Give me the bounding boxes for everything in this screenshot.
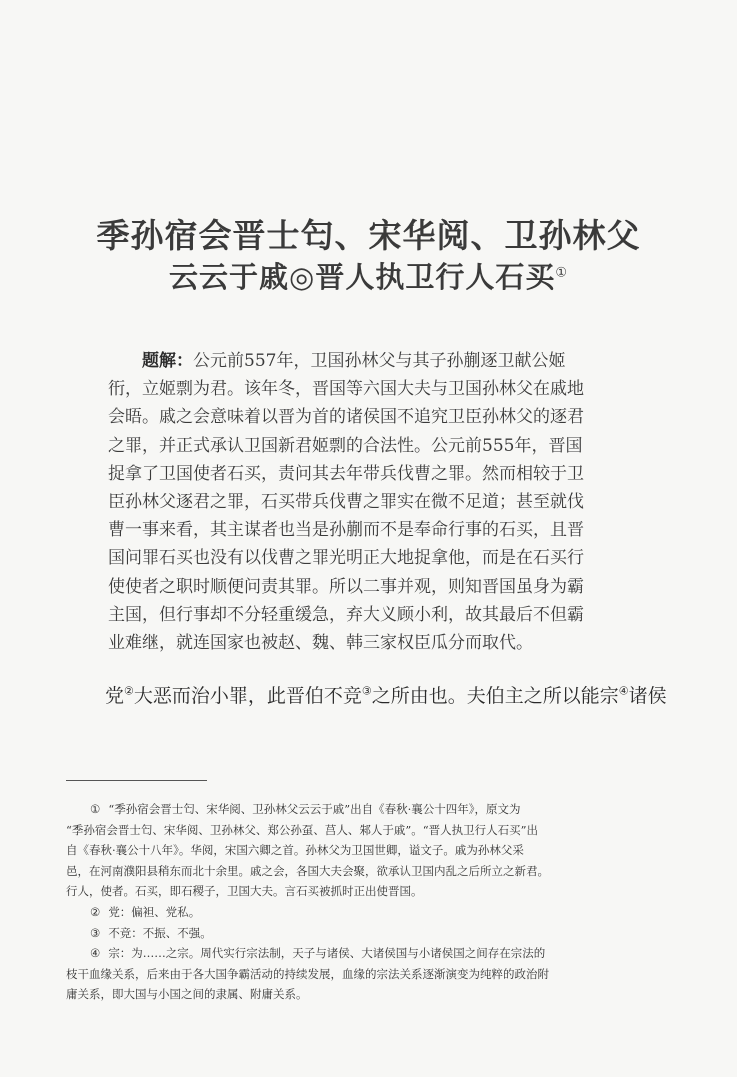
chapter-title-line-1: 季孙宿会晋士匄、宋华阅、卫孙林父 <box>96 216 641 255</box>
footnote-3-mark: ③ <box>90 925 101 940</box>
footnote-1-line: “季孙宿会晋士匄、宋华阅、卫孙林父、郑公孙虿、莒人、邾人于戚”。“晋人执卫行人石买”出 <box>66 822 539 837</box>
footnote-1-line: 行人，使者。石买，即石稷子，卫国大夫。言石买被抓时正出使晋国。 <box>66 884 423 899</box>
intro-line: 会晤。戚之会意味着以晋为首的诸侯国不追究卫臣孙林父的逐君 <box>108 407 584 428</box>
intro-label: 题解： <box>142 351 193 371</box>
intro-line: 捉拿了卫国使者石买，责问其去年带兵伐曹之罪。然而相较于卫 <box>108 463 584 484</box>
footnote-4 <box>66 943 674 964</box>
main-text-line <box>105 681 665 708</box>
title-footnote-ref-1[interactable]: ① <box>555 265 568 281</box>
intro-line: 曹一事来看，其主谋者也当是孙蒯而不是奉命行事的石买，且晋 <box>108 520 584 541</box>
footnote-1-line: 自《春秋·襄公十八年》。华阅，宋国六卿之首。孙林父为卫国世卿，谥文子。戚为孙林父采 <box>66 843 524 858</box>
footnote-3-text: 不竞：不振、不强。 <box>108 925 212 940</box>
footnote-2 <box>66 902 674 923</box>
footnote-2-text: 党：偏袒、党私。 <box>108 904 201 919</box>
footnote-divider <box>66 780 207 781</box>
footnote-1-line: 邑，在河南濮阳县稍东而北十余里。戚之会，各国大夫会聚，欲承认卫国内乱之后所立之新君。 <box>66 863 549 878</box>
chapter-title-line-2 <box>60 255 677 296</box>
main-text-segment: 诸侯 <box>628 685 667 707</box>
intro-paragraph <box>108 347 630 657</box>
footnote-4-mark: ④ <box>90 946 101 961</box>
footnote-4-line: 宗：为……之宗。周代实行宗法制，天子与诸侯、大诸侯国与小诸侯国之间存在宗法的 <box>108 946 546 961</box>
chapter-title-line-2-text: 云云于戚◎晋人执卫行人石买 <box>169 260 556 294</box>
footnote-ref-2[interactable]: ② <box>124 684 134 698</box>
footnote-ref-3[interactable]: ③ <box>361 684 372 698</box>
footnote-4-line: 庸关系，即大国与小国之间的隶属、附庸关系。 <box>66 987 308 1002</box>
intro-line: 臣孙林父逐君之罪，石买带兵伐曹之罪实在微不足道；甚至就伐 <box>108 491 584 512</box>
main-text-segment: 大恶而治小罪，此晋伯不竞 <box>133 685 362 707</box>
footnote-2-mark: ② <box>90 904 101 919</box>
footnote-3 <box>66 923 674 944</box>
intro-line: 使使者之职时顺便问责其罪。所以二事并观，则知晋国虽身为霸 <box>108 576 584 597</box>
intro-line: 主国，但行事却不分轻重缓急，弃大义顾小利，故其最后不但霸 <box>108 604 584 625</box>
intro-line <box>108 347 630 375</box>
intro-line: 业难继，就连国家也被赵、魏、韩三家权臣瓜分而取代。 <box>108 632 533 653</box>
footnote-1 <box>66 799 674 820</box>
footnote-ref-4[interactable]: ④ <box>618 684 629 698</box>
intro-line: 之罪，并正式承认卫国新君姬剽的合法性。公元前555年，晋国 <box>108 435 583 456</box>
footnote-1-line: “季孙宿会晋士匄、宋华阅、卫孙林父云云于戚”出自《春秋·襄公十四年》，原文为 <box>108 802 521 816</box>
main-text-segment: 党 <box>105 685 125 707</box>
intro-line: 国问罪石买也没有以伐曹之罪光明正大地捉拿他，而是在石买行 <box>108 548 584 569</box>
main-text-segment: 之所由也。夫伯主之所以能宗 <box>371 685 619 707</box>
intro-line-text: 公元前557年，卫国孙林父与其子孙蒯逐卫献公姬 <box>193 351 566 371</box>
footnote-4-line: 枝干血缘关系，后来由于各大国争霸活动的持续发展，血缘的宗法关系逐渐演变为纯粹的政治附 <box>66 966 549 981</box>
intro-line: 衎，立姬剽为君。该年冬，晋国等六国大夫与卫国孙林父在戚地 <box>108 379 584 400</box>
footnote-1-mark: ① <box>90 802 101 816</box>
footnotes <box>66 799 674 1005</box>
